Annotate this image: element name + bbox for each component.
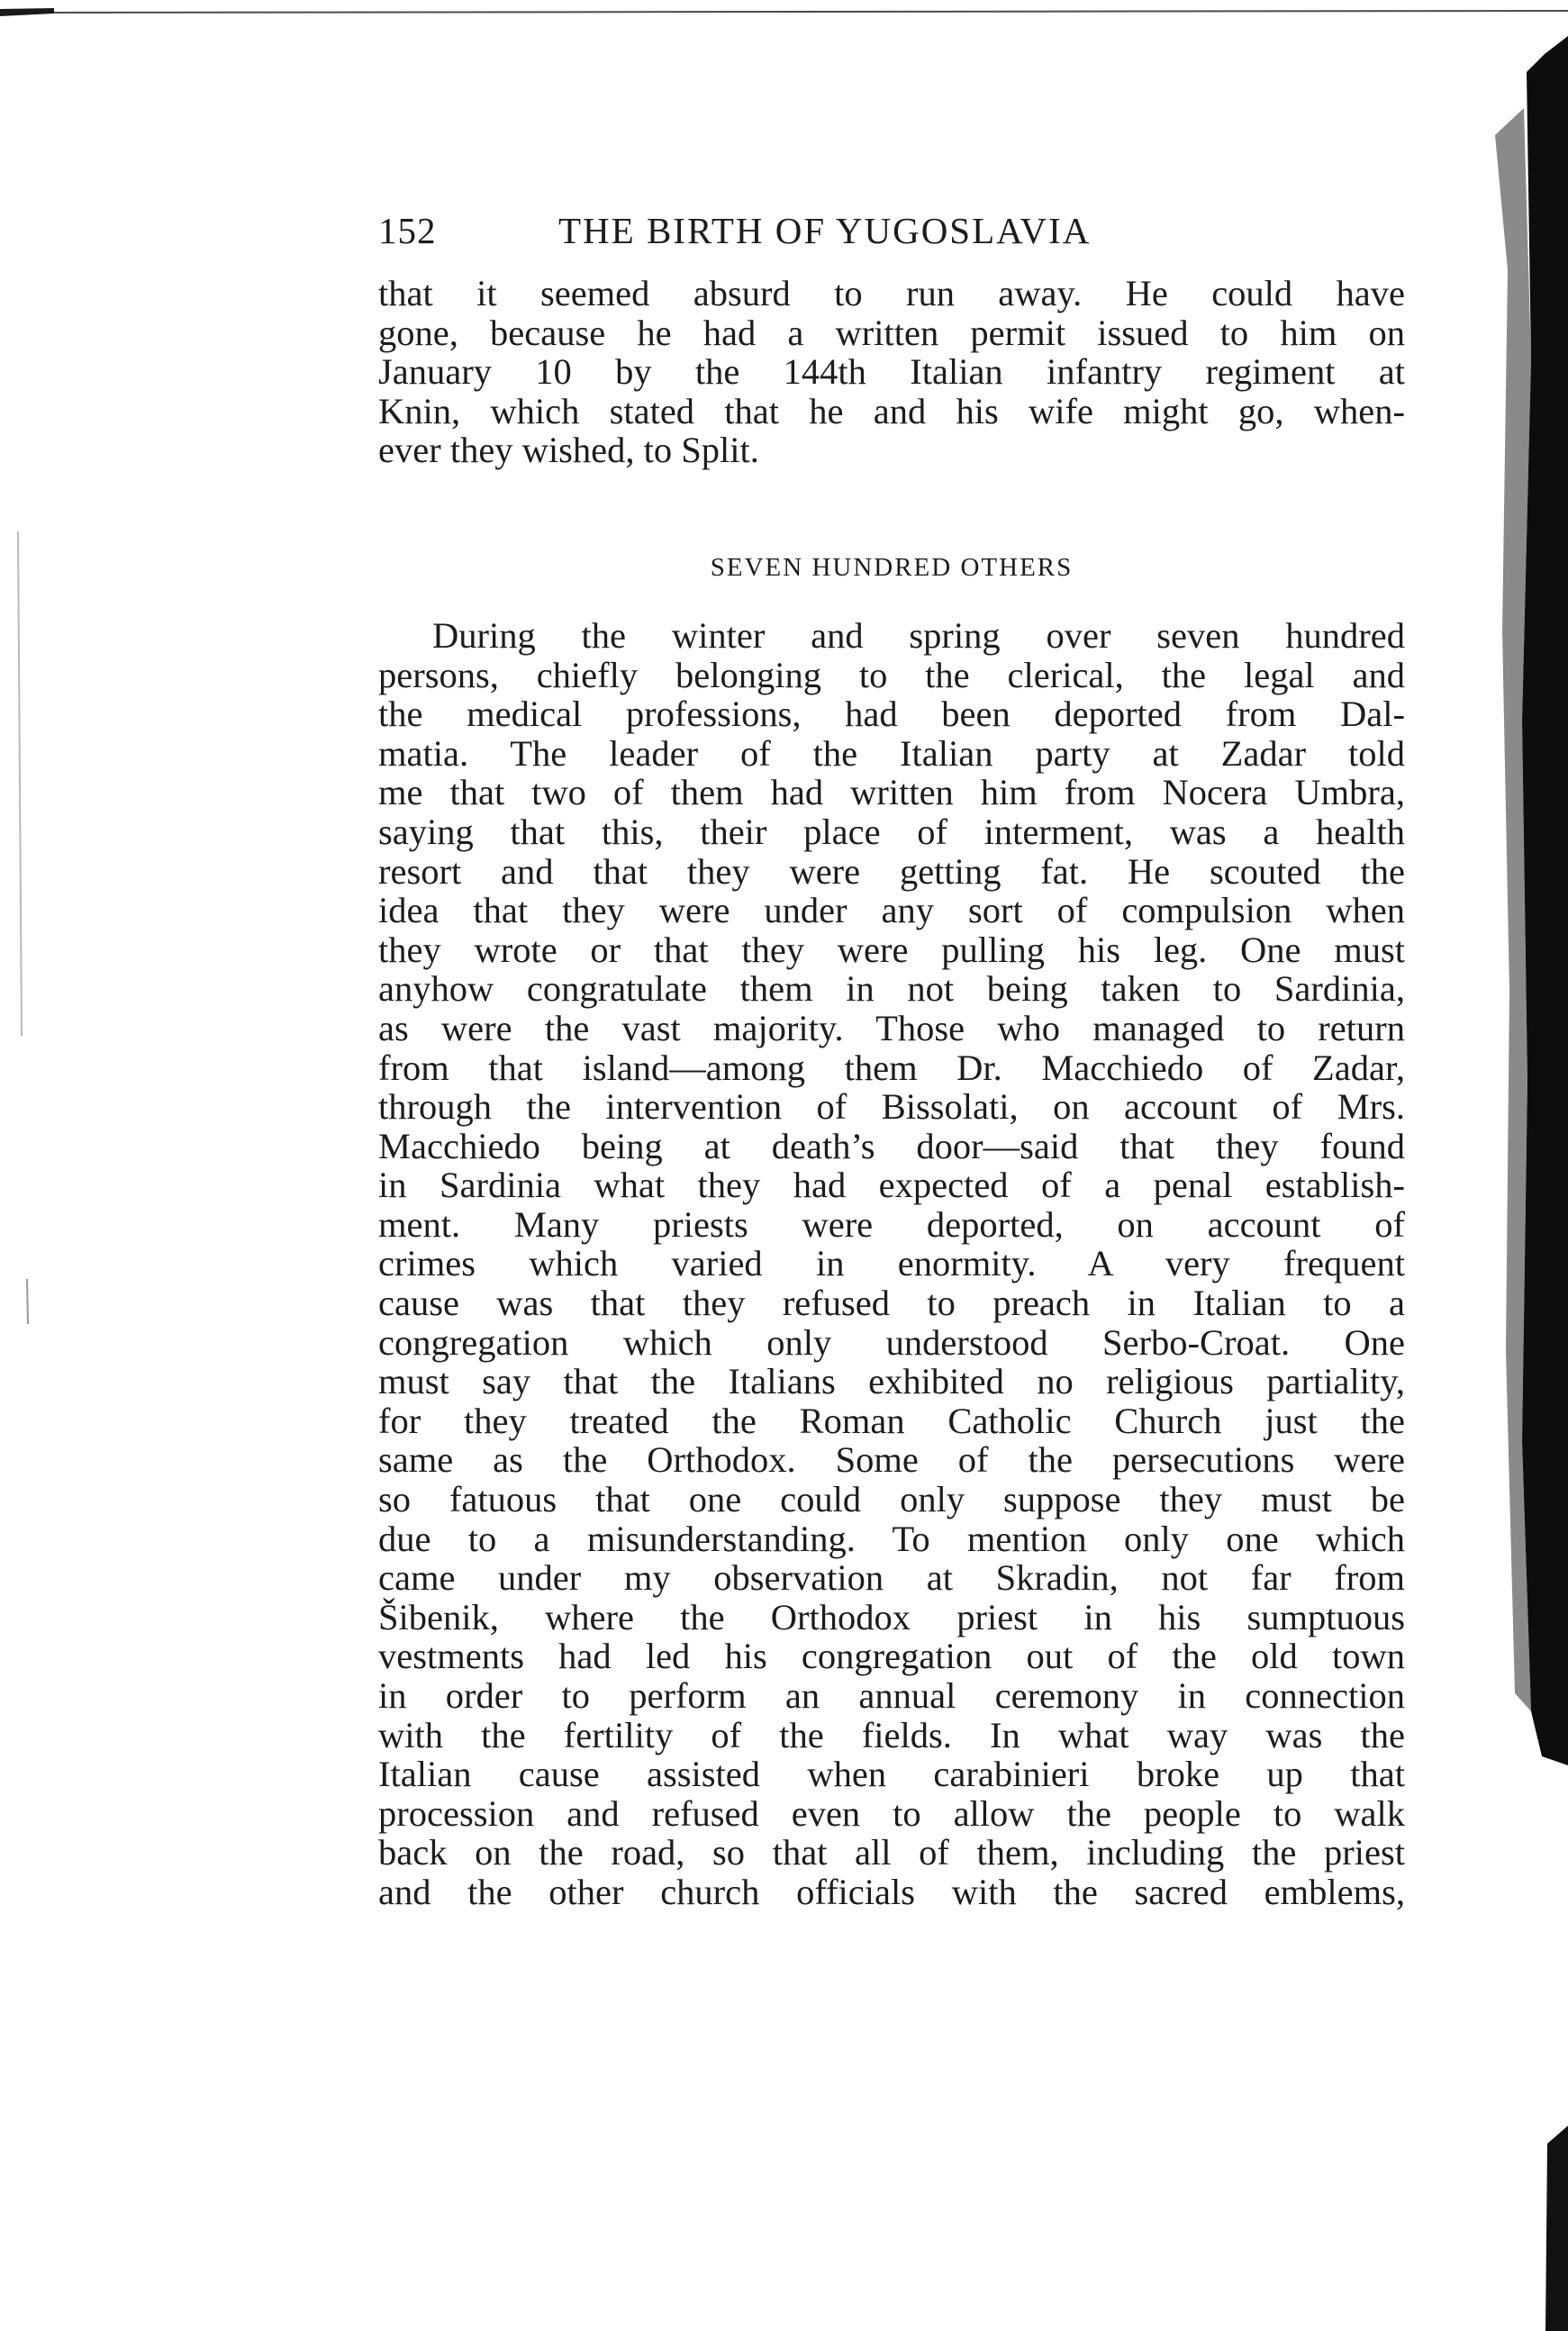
text-line: from that island—among them Dr. Macchiedo of Zadar, — [378, 1047, 1405, 1088]
text-line: as were the vast majority. Those who managed to return — [378, 1007, 1405, 1048]
text-line: me that two of them had written him from Nocera Umbra, — [378, 772, 1405, 813]
text-line: vestments had led his congregation out of the old town — [378, 1636, 1405, 1677]
text-line: so fatuous that one could only suppose they must be — [378, 1479, 1405, 1520]
text-line: that it seemed absurd to run away. He could have — [378, 273, 1405, 313]
text-line: During the winter and spring over seven hundred — [432, 614, 1405, 656]
text-line: they wrote or that they were pulling his leg. One must — [378, 929, 1405, 970]
text-line: ment. Many priests were deported, on account of — [378, 1203, 1405, 1245]
text-line: Italian cause assisted when carabinieri broke up that — [378, 1754, 1405, 1795]
text-line: idea that they were under any sort of compulsion when — [378, 890, 1405, 931]
running-head — [378, 209, 1405, 259]
paragraph-2 — [378, 616, 1405, 1912]
text-line: resort and that they were getting fat. He scouted the — [378, 850, 1405, 892]
text-line: cause was that they refused to preach in Italian to a — [378, 1283, 1405, 1324]
text-line: and the other church officials with the sacred emblems, — [378, 1871, 1405, 1912]
text-line: Macchiedo being at death’s door—said that they found — [378, 1125, 1405, 1166]
text-line: for they treated the Roman Catholic Church just the — [378, 1400, 1405, 1441]
text-line: in order to perform an annual ceremony in connection — [378, 1675, 1405, 1716]
text-line: Knin, which stated that he and his wife might go, when- — [378, 390, 1405, 431]
text-line: anyhow congratulate them in not being taken to Sardinia, — [378, 968, 1405, 1010]
text-line: must say that the Italians exhibited no religious partiality, — [378, 1361, 1405, 1402]
text-line: procession and refused even to allow the people to walk — [378, 1792, 1405, 1834]
section-heading: SEVEN HUNDRED OTHERS — [710, 552, 1074, 582]
text-line: through the intervention of Bissolati, on account of Mrs. — [378, 1086, 1405, 1128]
page-number: 152 — [378, 210, 437, 251]
text-line: congregation which only understood Serbo-Croat. One — [378, 1321, 1405, 1363]
text-line: persons, chiefly belonging to the clerical, the legal and — [378, 654, 1405, 695]
text-line: ever they wished, to Split. — [378, 430, 759, 471]
page-content — [378, 209, 1405, 1912]
text-line: with the fertility of the fields. In what way was the — [378, 1714, 1405, 1755]
text-line: crimes which varied in enormity. A very frequent — [378, 1243, 1405, 1284]
text-line: came under my observation at Skradin, not far from — [378, 1557, 1405, 1599]
text-line: saying that this, their place of interment, was a health — [378, 811, 1405, 852]
running-title: THE BIRTH OF YUGOSLAVIA — [558, 210, 1092, 251]
scan-top-edge — [0, 5, 1568, 18]
text-line: the medical professions, had been deported from Dal- — [378, 694, 1405, 735]
text-line: matia. The leader of the Italian party at Zadar told — [378, 732, 1405, 774]
text-line: same as the Orthodox. Some of the persecutions were — [378, 1439, 1405, 1481]
text-line: back on the road, so that all of them, including the priest — [378, 1832, 1405, 1873]
text-line: January 10 by the 144th Italian infantry regiment at — [378, 351, 1405, 393]
text-line: gone, because he had a written permit issued to him on — [378, 312, 1405, 353]
text-line: in Sardinia what they had expected of a penal establish- — [378, 1165, 1405, 1206]
paragraph-1 — [378, 274, 1405, 470]
text-line: Šibenik, where the Orthodox priest in his sumptuous — [378, 1596, 1405, 1637]
text-line: due to a misunderstanding. To mention only one which — [378, 1518, 1405, 1559]
